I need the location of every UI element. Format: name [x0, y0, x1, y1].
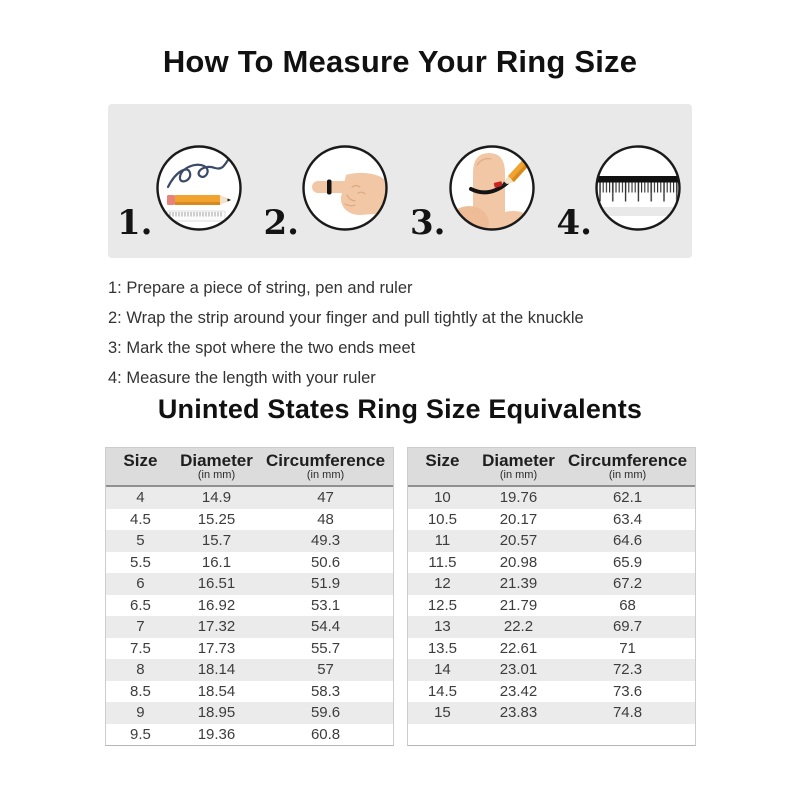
table-cell: 13.5	[427, 639, 458, 657]
table-row	[408, 702, 695, 724]
table-cell: 59.6	[310, 704, 341, 722]
ruler-closeup-icon	[593, 143, 683, 233]
table-cell: 18.54	[197, 682, 236, 700]
col-header-circumference: Circumference	[266, 451, 386, 470]
size-table-left-header	[106, 448, 393, 487]
table-row	[106, 659, 393, 681]
size-table-right-header	[408, 448, 695, 487]
col-header-size: Size	[425, 451, 460, 470]
table-row	[408, 595, 695, 617]
table-cell: 20.98	[499, 553, 538, 571]
table-cell: 54.4	[310, 618, 341, 636]
table-cell: 19.76	[499, 489, 538, 507]
table-row	[106, 573, 393, 595]
table-cell: 7	[136, 618, 145, 636]
table-row	[408, 616, 695, 638]
table-title: Uninted States Ring Size Equivalents	[157, 394, 643, 424]
table-cell: 18.14	[197, 661, 236, 679]
table-cell: 22.2	[503, 618, 534, 636]
step-4-number: 4.	[556, 203, 592, 243]
table-cell: 4.5	[130, 510, 151, 528]
col-header-diameter-unit: (in mm)	[499, 469, 538, 481]
table-cell: 11	[434, 532, 451, 550]
table-row	[106, 724, 393, 746]
table-cell: 47	[317, 489, 334, 507]
table-cell: 19.36	[197, 725, 236, 743]
table-cell: 74.8	[612, 704, 643, 722]
table-cell: 5.5	[130, 553, 151, 571]
size-table-left-body	[106, 487, 393, 745]
step-1-number: 1.	[117, 203, 153, 243]
finger-mark-with-pencil-icon	[447, 143, 537, 233]
table-cell: 14	[434, 661, 451, 679]
step-3	[410, 143, 537, 243]
table-row	[106, 509, 393, 531]
instruction-line: 3: Mark the spot where the two ends meet	[108, 339, 416, 357]
table-row	[408, 552, 695, 574]
table-cell: 9.5	[130, 725, 151, 743]
table-cell: 16.92	[197, 596, 236, 614]
table-cell: 14.9	[201, 489, 232, 507]
instruction-line: 1: Prepare a piece of string, pen and ruler	[108, 279, 413, 297]
string-pencil-ruler-icon	[154, 143, 244, 233]
table-row	[408, 681, 695, 703]
table-cell: 7.5	[130, 639, 151, 657]
table-row	[106, 638, 393, 660]
step-4	[556, 143, 684, 243]
table-cell	[477, 724, 560, 746]
table-row	[408, 530, 695, 552]
table-cell: 51.9	[310, 575, 341, 593]
col-header-diameter: Diameter	[180, 451, 253, 470]
table-row	[106, 616, 393, 638]
table-cell: 73.6	[612, 682, 643, 700]
table-cell	[560, 724, 695, 746]
col-header-diameter-unit: (in mm)	[197, 469, 236, 481]
table-cell: 8.5	[130, 682, 151, 700]
table-cell: 63.4	[612, 510, 643, 528]
table-cell: 15	[434, 704, 451, 722]
col-header-size: Size	[123, 451, 158, 470]
table-cell: 49.3	[310, 532, 341, 550]
table-cell: 23.42	[499, 682, 538, 700]
table-cell: 68	[619, 596, 636, 614]
table-cell: 6.5	[130, 596, 151, 614]
table-cell: 62.1	[612, 489, 643, 507]
table-cell: 6	[136, 575, 145, 593]
table-cell: 17.73	[197, 639, 236, 657]
table-row	[106, 681, 393, 703]
table-cell: 58.3	[310, 682, 341, 700]
table-cell: 53.1	[310, 596, 341, 614]
table-cell: 10.5	[427, 510, 458, 528]
col-header-circumference: Circumference	[568, 451, 688, 470]
table-cell: 55.7	[310, 639, 341, 657]
col-header-diameter: Diameter	[482, 451, 555, 470]
table-row	[408, 724, 695, 746]
table-cell: 20.57	[499, 532, 538, 550]
instructions-list	[108, 273, 708, 393]
table-cell: 21.79	[499, 596, 538, 614]
size-table-right	[407, 447, 696, 746]
table-row	[106, 530, 393, 552]
table-cell: 23.01	[499, 661, 538, 679]
table-cell: 18.95	[197, 704, 236, 722]
table-cell: 21.39	[499, 575, 538, 593]
table-cell: 4	[136, 489, 145, 507]
table-row	[106, 552, 393, 574]
table-cell: 72.3	[612, 661, 643, 679]
step-3-number: 3.	[410, 203, 446, 243]
table-cell: 67.2	[612, 575, 643, 593]
table-row	[106, 595, 393, 617]
table-cell: 57	[317, 661, 334, 679]
table-cell	[408, 724, 477, 746]
table-cell: 64.6	[612, 532, 643, 550]
table-cell: 11.5	[428, 553, 457, 571]
col-header-circumference-unit: (in mm)	[608, 469, 647, 481]
table-cell: 16.51	[197, 575, 236, 593]
table-row	[106, 702, 393, 724]
table-cell: 12	[434, 575, 451, 593]
step-2-number: 2.	[263, 203, 299, 243]
table-cell: 12.5	[427, 596, 458, 614]
table-cell: 17.32	[197, 618, 236, 636]
page-title: How To Measure Your Ring Size	[162, 44, 638, 79]
table-cell: 8	[136, 661, 145, 679]
table-cell: 65.9	[612, 553, 643, 571]
table-row	[408, 487, 695, 509]
table-cell: 20.17	[499, 510, 538, 528]
table-cell: 5	[136, 532, 145, 550]
instruction-line: 2: Wrap the strip around your finger and pull tightly at the knuckle	[108, 309, 584, 327]
table-cell: 10	[434, 489, 451, 507]
col-header-circumference-unit: (in mm)	[306, 469, 345, 481]
table-cell: 16.1	[201, 553, 232, 571]
steps-banner	[108, 104, 692, 258]
table-cell: 60.8	[310, 725, 341, 743]
table-row	[408, 638, 695, 660]
table-cell: 50.6	[310, 553, 341, 571]
table-row	[408, 659, 695, 681]
table-cell: 23.83	[499, 704, 538, 722]
table-cell: 48	[317, 510, 334, 528]
table-cell: 14.5	[427, 682, 458, 700]
table-cell: 22.61	[499, 639, 538, 657]
table-cell: 9	[136, 704, 145, 722]
table-row	[408, 573, 695, 595]
hand-pointing-with-string-icon	[300, 143, 390, 233]
table-row	[408, 509, 695, 531]
table-cell: 69.7	[612, 618, 643, 636]
step-2	[263, 143, 391, 243]
table-cell: 71	[619, 639, 636, 657]
table-cell: 13	[434, 618, 451, 636]
step-1	[117, 143, 244, 243]
size-table-right-body	[408, 487, 695, 745]
table-row	[106, 487, 393, 509]
table-cell: 15.7	[201, 532, 232, 550]
size-table-left	[105, 447, 394, 746]
table-cell: 15.25	[197, 510, 236, 528]
instruction-line: 4: Measure the length with your ruler	[108, 369, 376, 387]
